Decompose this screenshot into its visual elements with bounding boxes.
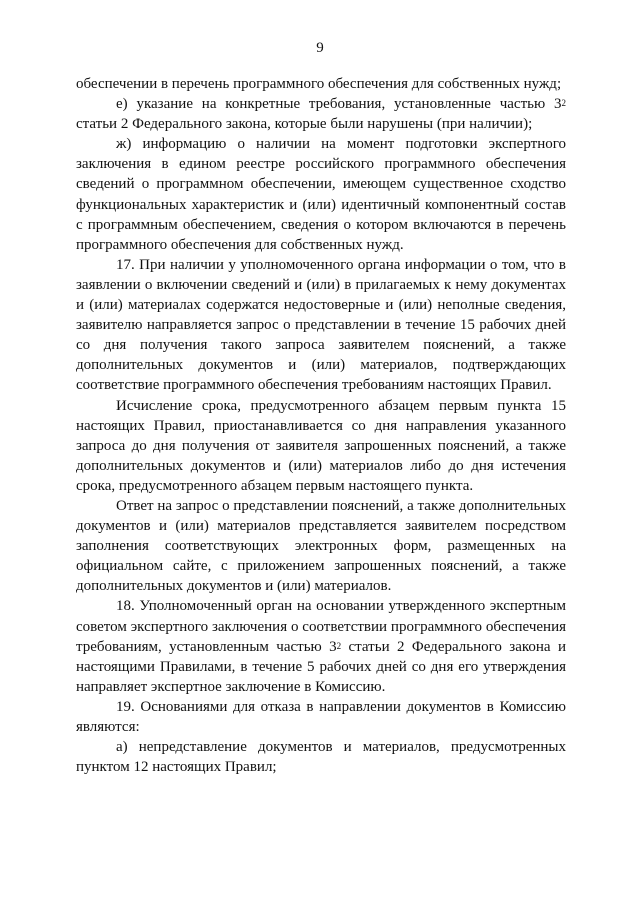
paragraph-item-zh: ж) информацию о наличии на момент подготовки экспертного заключения в едином реестре российского программного обеспечения сведений о программном обеспечении, имеющем существенное сходство функциональных характеристик и (или) идентичный компонентный состав с программным обеспечением, сведения о котором включаются в перечень программного обеспечения для собственных нужд.	[76, 136, 566, 253]
paragraph-continuation: обеспечении в перечень программного обеспечения для собственных нужд;	[76, 76, 562, 92]
paragraph-item-e-text-start: е) указание на конкретные требования, установленные частью 3	[116, 96, 562, 113]
paragraph-clause-18	[76, 596, 566, 696]
paragraph-clause-18-text-end: статьи 2 Федерального закона и настоящими Правилами, в течение 5 рабочих дней со дня его утверждения направляет экспертное заключение в Комиссию.	[76, 638, 566, 695]
paragraph-clause-17-answer: Ответ на запрос о представлении пояснений, а также дополнительных документов и (или) материалов представляется заявителем посредством заполнения соответствующих электронных форм, размещенных на официальном сайте, с приложением запрошенных пояснений, а также дополнительных документов и (или) материалов.	[76, 497, 566, 595]
superscript: 2	[336, 640, 342, 651]
paragraph-item-e-text-end: статьи 2 Федерального закона, которые были нарушены (при наличии);	[76, 116, 533, 133]
paragraph-clause-17: 17. При наличии у уполномоченного органа информации о том, что в заявлении о включении сведений и (или) в прилагаемых к нему документах и (или) материалах содержатся недостоверные и (или) неполные сведения, заявителю направляется запрос о представлении в течение 15 рабочих дней со дня получения такого запроса заявителем пояснений, а также дополнительных документов и (или) материалов, подтверждающих соответствие программного обеспечения требованиям настоящих Правил.	[76, 256, 566, 394]
paragraph-item-a: а) непредставление документов и материалов, предусмотренных пунктом 12 настоящих Правил;	[76, 739, 566, 776]
paragraph-clause-17-calc: Исчисление срока, предусмотренного абзацем первым пункта 15 настоящих Правил, приостанавливается со дня направления указанного запроса до дня получения от заявителя запрошенных пояснений, а также дополнительных документов и (или) материалов либо до дня истечения срока, предусмотренного абзацем первым настоящего пункта.	[76, 397, 566, 494]
paragraph-item-e	[76, 94, 566, 134]
document-body	[76, 74, 566, 777]
page-number: 9	[316, 40, 324, 56]
paragraph-clause-19: 19. Основаниями для отказа в направлении документов в Комиссию являются:	[76, 698, 566, 735]
superscript: 2	[561, 98, 566, 109]
paragraph-clause-18-text-start: 18. Уполномоченный орган на основании утвержденного экспертным советом экспертного заключения о соответствии программного обеспечения требованиям, установленным частью 3	[76, 598, 566, 655]
